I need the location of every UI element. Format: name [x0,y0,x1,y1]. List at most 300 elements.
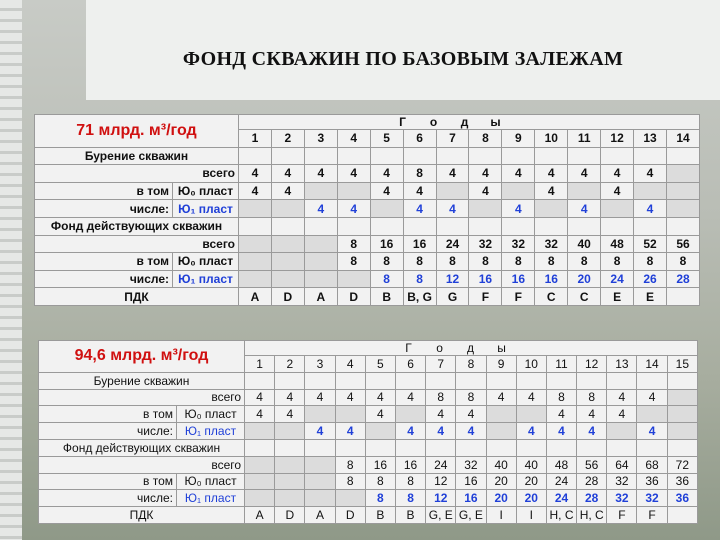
pdk-value [667,507,697,524]
total-value: 52 [634,235,667,253]
year-number: 13 [607,356,637,373]
empty-cell [546,439,576,456]
ju1-value: 4 [335,423,365,440]
ju0-value: 4 [577,406,607,423]
ju1-value [271,200,304,218]
ju1-value: 4 [577,423,607,440]
empty-cell [403,147,436,165]
year-number: 13 [634,130,667,148]
year-number: 1 [245,356,275,373]
total-value: 8 [546,389,576,406]
ju0-value: 4 [607,406,637,423]
in-that-label: в том [35,182,173,200]
year-number: 4 [335,356,365,373]
empty-cell [516,372,546,389]
active-wells-section-label: Фонд действующих скважин [39,439,245,456]
ju1-value [239,200,272,218]
pdk-value: D [337,288,370,306]
empty-cell [502,217,535,235]
pdk-value: I [486,507,516,524]
ju1-value [486,423,516,440]
ju1-value: 8 [403,270,436,288]
ju0-value: 4 [469,182,502,200]
empty-cell [607,372,637,389]
total-value: 4 [535,165,568,183]
ju0-value [337,182,370,200]
ju1-value: 24 [546,490,576,507]
empty-cell [456,439,486,456]
empty-cell [666,217,699,235]
empty-cell [305,372,335,389]
number-label: числе: [35,270,173,288]
total-value: 8 [426,389,456,406]
ju0-value: 8 [502,253,535,271]
total-value: 40 [568,235,601,253]
empty-cell [637,372,667,389]
total-value: 4 [245,389,275,406]
total-value: 48 [601,235,634,253]
total-value: 24 [426,456,456,473]
total-value: 32 [535,235,568,253]
ju0-value: 8 [335,473,365,490]
ju0-value: 16 [456,473,486,490]
total-value: 72 [667,456,697,473]
year-number: 7 [436,130,469,148]
total-value: 4 [637,389,667,406]
ju1-value: 4 [502,200,535,218]
ju0-value: 4 [403,182,436,200]
ju1-layer-label: Ю₁ пласт [173,200,239,218]
ju0-layer-label: Ю₀ пласт [173,182,239,200]
ju0-value: 4 [365,406,395,423]
year-number: 7 [426,356,456,373]
ju0-value: 8 [601,253,634,271]
year-number: 10 [516,356,546,373]
ju1-value: 24 [601,270,634,288]
pdk-label: ПДК [35,288,239,306]
ju0-value: 12 [426,473,456,490]
pdk-value: G [436,288,469,306]
total-value [275,456,305,473]
ju0-value: 4 [456,406,486,423]
pdk-value: A [304,288,337,306]
year-number: 11 [546,356,576,373]
empty-cell [546,372,576,389]
ju1-value [304,270,337,288]
in-that-label: в том [35,253,173,271]
ju1-value: 16 [456,490,486,507]
ju1-value: 16 [535,270,568,288]
empty-cell [304,217,337,235]
ju1-value: 8 [395,490,425,507]
total-value: 4 [239,165,272,183]
ju1-value: 32 [637,490,667,507]
pdk-value: A [305,507,335,524]
ju1-value [370,200,403,218]
ju1-value [535,200,568,218]
ju1-value [271,270,304,288]
ju0-value: 36 [667,473,697,490]
in-that-label: в том [39,473,177,490]
total-value: 56 [666,235,699,253]
empty-cell [337,147,370,165]
pdk-value: C [568,288,601,306]
empty-cell [304,147,337,165]
ju1-value: 4 [395,423,425,440]
total-value: 4 [436,165,469,183]
total-value [667,389,697,406]
empty-cell [634,217,667,235]
pdk-value: D [271,288,304,306]
empty-cell [395,372,425,389]
total-value [304,235,337,253]
ju1-value: 20 [486,490,516,507]
ju0-value: 4 [275,406,305,423]
empty-cell [337,217,370,235]
ju0-value: 32 [607,473,637,490]
empty-cell [601,147,634,165]
empty-cell [667,372,697,389]
years-word-letter: д [467,341,475,355]
empty-cell [335,372,365,389]
total-value: 4 [370,165,403,183]
total-value: 4 [365,389,395,406]
empty-cell [275,439,305,456]
empty-cell [577,439,607,456]
pdk-value: I [516,507,546,524]
years-word-letter: о [429,115,438,129]
ju0-value [245,473,275,490]
ju0-value [305,406,335,423]
total-value: 32 [456,456,486,473]
ju0-value: 4 [370,182,403,200]
total-value: 4 [568,165,601,183]
total-value: 4 [601,165,634,183]
years-word-row [239,115,700,130]
ju0-value [486,406,516,423]
total-value [271,235,304,253]
total-value: 4 [516,389,546,406]
ju0-value: 4 [239,182,272,200]
ju0-value [666,182,699,200]
empty-cell [365,372,395,389]
ju1-value [275,423,305,440]
ju1-value: 36 [667,490,697,507]
ju0-value [275,473,305,490]
year-number: 10 [535,130,568,148]
ju0-value [305,473,335,490]
ju1-value: 12 [426,490,456,507]
total-value: 4 [304,165,337,183]
total-value: 16 [403,235,436,253]
ju0-value [304,182,337,200]
ju0-value: 8 [395,473,425,490]
pdk-label: ПДК [39,507,245,524]
ju0-value: 8 [436,253,469,271]
empty-cell [426,439,456,456]
empty-cell [568,217,601,235]
ju0-value: 24 [546,473,576,490]
total-label: всего [35,165,239,183]
ju0-value: 8 [666,253,699,271]
pdk-value: F [469,288,502,306]
empty-cell [601,217,634,235]
ju1-value: 4 [426,423,456,440]
pdk-value: E [634,288,667,306]
year-number: 15 [667,356,697,373]
ju0-value: 8 [469,253,502,271]
year-number: 8 [456,356,486,373]
years-word-letter: Г [399,115,406,129]
empty-cell [637,439,667,456]
ju0-value: 4 [245,406,275,423]
pdk-value: F [607,507,637,524]
total-value: 32 [469,235,502,253]
ju0-value [637,406,667,423]
empty-cell [335,439,365,456]
total-value: 4 [395,389,425,406]
ju0-value [271,253,304,271]
ju1-value: 8 [370,270,403,288]
pdk-value: D [275,507,305,524]
empty-cell [426,372,456,389]
empty-cell [239,217,272,235]
pdk-value: D [335,507,365,524]
in-that-label: в том [39,406,177,423]
ju0-value [436,182,469,200]
pdk-value: B [365,507,395,524]
empty-cell [370,217,403,235]
ju1-value [245,490,275,507]
ju0-value: 8 [337,253,370,271]
year-number: 2 [275,356,305,373]
ju1-value [666,200,699,218]
empty-cell [275,372,305,389]
ju0-value [568,182,601,200]
total-value: 40 [486,456,516,473]
ju1-value [305,490,335,507]
years-word-letter: д [460,115,469,129]
number-label: числе: [35,200,173,218]
empty-cell [370,147,403,165]
ju1-value: 32 [607,490,637,507]
ju1-value: 4 [637,423,667,440]
ju0-layer-label: Ю₀ пласт [177,406,245,423]
ju1-value: 4 [516,423,546,440]
total-value: 16 [370,235,403,253]
ju0-value: 20 [486,473,516,490]
ju0-value: 8 [535,253,568,271]
total-value: 24 [436,235,469,253]
empty-cell [666,147,699,165]
pdk-value: C [535,288,568,306]
table-header-volume: 71 млрд. м³/год [35,115,239,148]
total-value: 32 [502,235,535,253]
year-number: 3 [305,356,335,373]
ju1-layer-label: Ю₁ пласт [177,490,245,507]
pdk-value: B [370,288,403,306]
ju1-value: 4 [456,423,486,440]
total-value: 8 [337,235,370,253]
total-value: 4 [335,389,365,406]
ju1-value: 4 [305,423,335,440]
ju0-value: 36 [637,473,667,490]
years-word-letter: ы [490,115,501,129]
drilling-section-label: Бурение скважин [35,147,239,165]
pdk-value: B, G [403,288,436,306]
ju0-value [395,406,425,423]
year-number: 12 [577,356,607,373]
empty-cell [568,147,601,165]
year-number: 4 [337,130,370,148]
year-number: 12 [601,130,634,148]
ju0-value: 8 [568,253,601,271]
total-value: 4 [305,389,335,406]
year-number: 1 [239,130,272,148]
empty-cell [365,439,395,456]
ju1-value: 4 [568,200,601,218]
empty-cell [469,217,502,235]
ju0-value [667,406,697,423]
ju1-value [607,423,637,440]
ju1-value: 4 [304,200,337,218]
empty-cell [436,147,469,165]
years-word-letter: Г [405,341,412,355]
pdk-value: H, C [546,507,576,524]
total-value: 4 [337,165,370,183]
year-number: 6 [403,130,436,148]
total-value: 4 [271,165,304,183]
empty-cell [305,439,335,456]
ju1-layer-label: Ю₁ пласт [177,423,245,440]
year-number: 14 [666,130,699,148]
empty-cell [634,147,667,165]
years-word-row [245,341,698,356]
ju0-value: 28 [577,473,607,490]
ju1-value [245,423,275,440]
pdk-value: F [502,288,535,306]
ju0-value [516,406,546,423]
pdk-value: B [395,507,425,524]
ju0-layer-label: Ю₀ пласт [177,473,245,490]
year-number: 9 [486,356,516,373]
total-value: 16 [395,456,425,473]
year-number: 14 [637,356,667,373]
years-word-letter: о [436,341,443,355]
empty-cell [456,372,486,389]
wells-table-94 [38,340,698,524]
ju1-value: 20 [516,490,546,507]
total-value: 40 [516,456,546,473]
slide-title: ФОНД СКВАЖИН ПО БАЗОВЫМ ЗАЛЕЖАМ [182,48,624,70]
total-value: 64 [607,456,637,473]
empty-cell [245,439,275,456]
pdk-value: H, C [577,507,607,524]
empty-cell [607,439,637,456]
active-wells-section-label: Фонд действующих скважин [35,217,239,235]
ju0-value: 20 [516,473,546,490]
empty-cell [502,147,535,165]
empty-cell [667,439,697,456]
total-value [245,456,275,473]
ju1-value: 4 [634,200,667,218]
total-value: 8 [577,389,607,406]
total-value: 4 [469,165,502,183]
ju1-value: 4 [403,200,436,218]
number-label: числе: [39,490,177,507]
total-value: 4 [486,389,516,406]
ju1-value [667,423,697,440]
ju1-value: 28 [577,490,607,507]
year-number: 11 [568,130,601,148]
empty-cell [486,439,516,456]
wells-table-71 [34,114,700,306]
year-number: 5 [365,356,395,373]
ju0-layer-label: Ю₀ пласт [173,253,239,271]
ju0-value: 4 [601,182,634,200]
pdk-value: F [637,507,667,524]
total-value [305,456,335,473]
pdk-value: G, E [456,507,486,524]
ju1-value: 8 [365,490,395,507]
ju1-value [275,490,305,507]
ju0-value: 8 [403,253,436,271]
years-word-letter: ы [497,341,506,355]
ju1-value: 20 [568,270,601,288]
empty-cell [535,147,568,165]
ju0-value: 8 [365,473,395,490]
year-number: 6 [395,356,425,373]
ju1-value: 16 [469,270,502,288]
ju0-value [634,182,667,200]
year-number: 5 [370,130,403,148]
empty-cell [271,147,304,165]
year-number: 2 [271,130,304,148]
ju1-value [239,270,272,288]
ju0-value: 8 [634,253,667,271]
number-label: числе: [39,423,177,440]
empty-cell [395,439,425,456]
pdk-value: A [245,507,275,524]
ju0-value [502,182,535,200]
ju1-value: 28 [666,270,699,288]
ju0-value [239,253,272,271]
ju1-value [469,200,502,218]
total-value: 4 [634,165,667,183]
total-value: 4 [275,389,305,406]
empty-cell [469,147,502,165]
decorative-strip [0,0,22,540]
empty-cell [486,372,516,389]
year-number: 8 [469,130,502,148]
empty-cell [516,439,546,456]
pdk-value: A [239,288,272,306]
year-number: 9 [502,130,535,148]
total-label: всего [35,235,239,253]
ju1-value [335,490,365,507]
ju1-value: 4 [337,200,370,218]
empty-cell [239,147,272,165]
total-value: 16 [365,456,395,473]
total-value: 8 [335,456,365,473]
ju1-value: 4 [546,423,576,440]
total-label: всего [39,456,245,473]
ju1-value: 4 [436,200,469,218]
year-number: 3 [304,130,337,148]
ju0-value [304,253,337,271]
table-header-volume: 94,6 млрд. м³/год [39,341,245,373]
total-value: 56 [577,456,607,473]
